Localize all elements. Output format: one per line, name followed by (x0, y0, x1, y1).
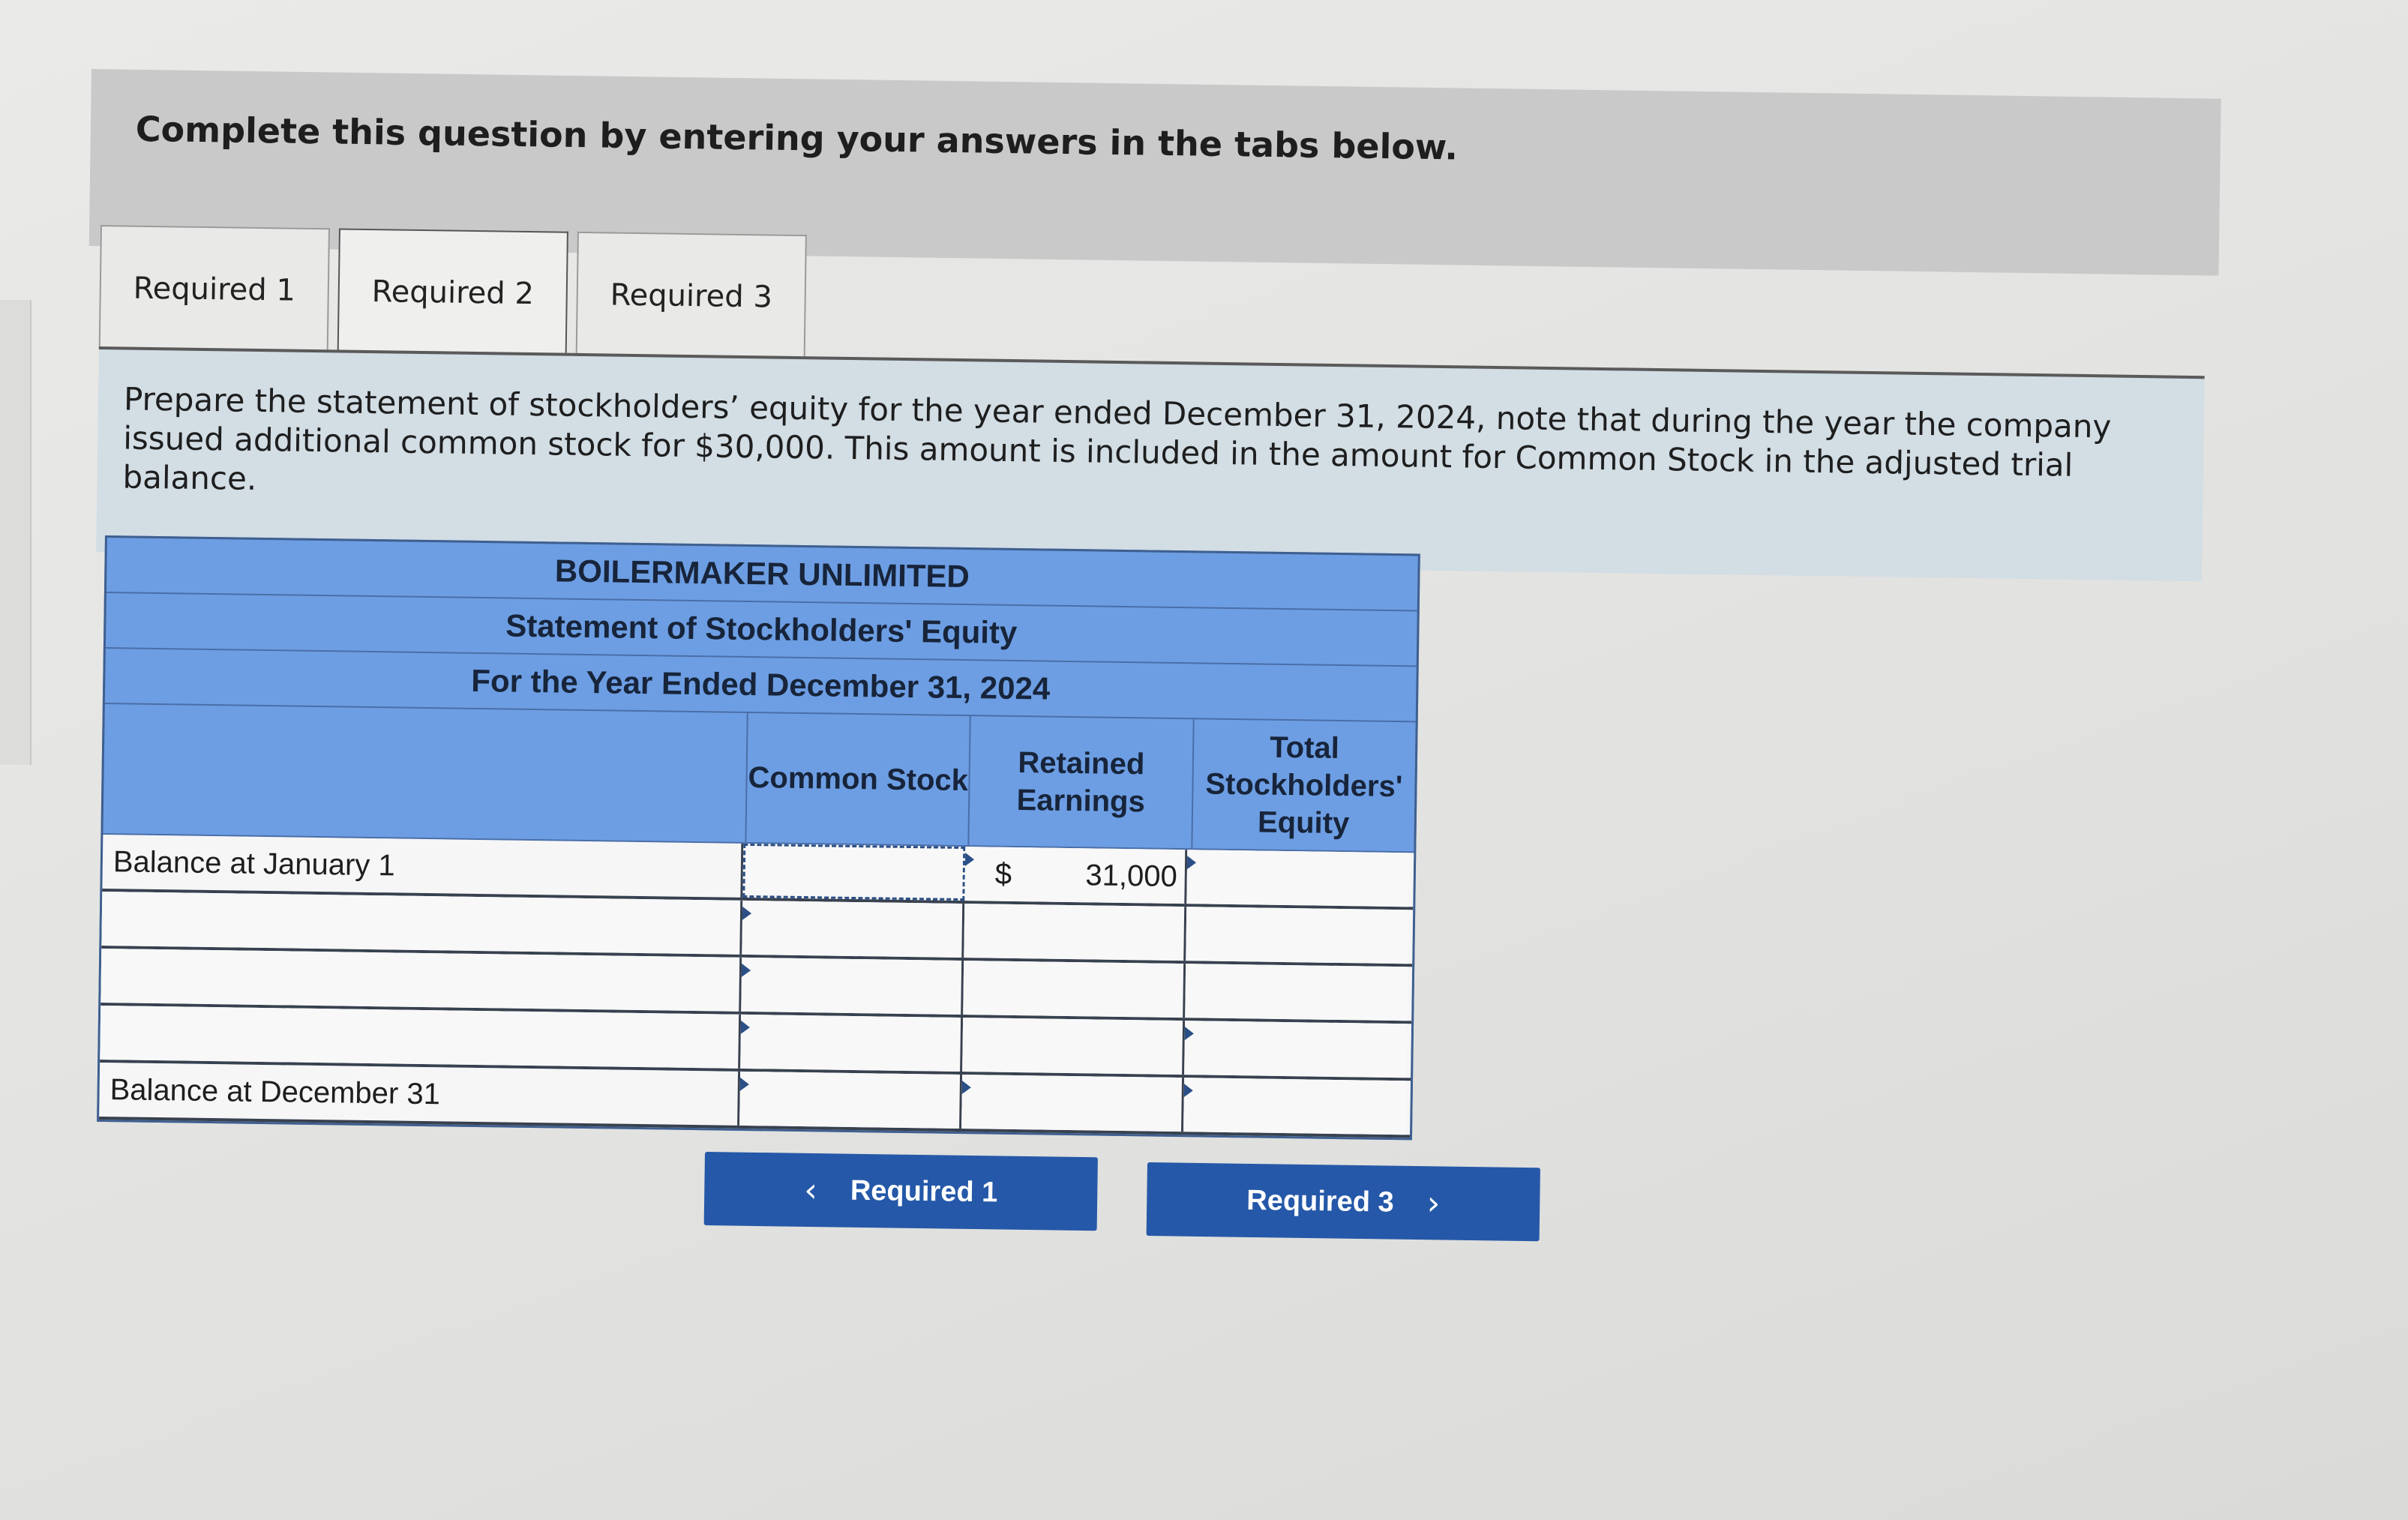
instruction-text: Complete this question by entering your answers in the tabs below. (135, 108, 1459, 168)
tab-required-2[interactable]: Required 2 (337, 228, 568, 355)
currency-symbol: $ (994, 857, 1012, 891)
column-header-retained-earnings: Retained Earnings (970, 716, 1195, 848)
common-stock-input[interactable] (739, 1072, 962, 1129)
common-stock-input[interactable] (742, 901, 964, 958)
dropdown-marker-icon (740, 1078, 749, 1091)
total-equity-input[interactable] (1186, 850, 1409, 907)
question-prompt: Prepare the statement of stockholders’ equity for the year ended December 31, 2024, note that during the year the company issued additional common stock for $30,000. This amount is included in the amount for Common Stock in the adjusted trial balance. (122, 380, 2112, 497)
dropdown-marker-icon (965, 853, 974, 866)
dropdown-marker-icon (742, 964, 751, 977)
row-label: Balance at December 31 (99, 1063, 740, 1126)
column-header-total-equity: Total Stockholders' Equity (1205, 730, 1403, 841)
retained-earnings-amount: 31,000 (1085, 858, 1178, 893)
row-label: Balance at January 1 (102, 835, 743, 898)
dropdown-marker-icon (1185, 1027, 1194, 1040)
retained-earnings-input[interactable] (961, 1075, 1184, 1132)
prev-required-1-button[interactable] (704, 1152, 1098, 1231)
row-label-select[interactable] (101, 892, 742, 955)
dropdown-marker-icon (742, 907, 751, 920)
common-stock-input[interactable] (740, 1015, 963, 1072)
retained-earnings-input[interactable] (963, 961, 1186, 1018)
total-equity-input[interactable] (1184, 1021, 1407, 1078)
next-required-3-button[interactable] (1147, 1162, 1540, 1241)
next-button-label: Required 3 (1246, 1184, 1394, 1219)
column-header-row (103, 704, 1415, 853)
retained-earnings-value (964, 847, 1187, 904)
retained-earnings-input[interactable] (964, 904, 1186, 961)
dropdown-marker-icon (962, 1081, 971, 1094)
tab-required-3[interactable]: Required 3 (576, 232, 807, 359)
label-column-header (103, 704, 748, 842)
chevron-left-icon: ‹ (803, 1171, 818, 1210)
company-name: BOILERMAKER UNLIMITED (106, 538, 1418, 611)
stockholders-equity-statement (97, 535, 1420, 1140)
total-equity-input[interactable] (1186, 907, 1408, 964)
column-header-common-stock: Common Stock (746, 713, 971, 845)
dropdown-marker-icon (741, 1021, 750, 1034)
tab-required-1[interactable]: Required 1 (99, 225, 330, 352)
statement-period: For the Year Ended December 31, 2024 (105, 649, 1417, 722)
dropdown-marker-icon (1187, 856, 1196, 869)
total-equity-input[interactable] (1183, 1078, 1406, 1135)
total-equity-input[interactable] (1185, 964, 1408, 1021)
dropdown-marker-icon (1184, 1084, 1193, 1097)
row-label-select[interactable] (100, 949, 742, 1012)
retained-earnings-input[interactable] (962, 1018, 1185, 1075)
window-left-edge (0, 300, 31, 765)
common-stock-input[interactable] (742, 844, 965, 901)
common-stock-input[interactable] (741, 958, 964, 1015)
prev-button-label: Required 1 (850, 1174, 998, 1208)
row-label-select[interactable] (100, 1006, 741, 1069)
statement-title: Statement of Stockholders' Equity (106, 593, 1417, 667)
chevron-right-icon: › (1426, 1183, 1441, 1222)
